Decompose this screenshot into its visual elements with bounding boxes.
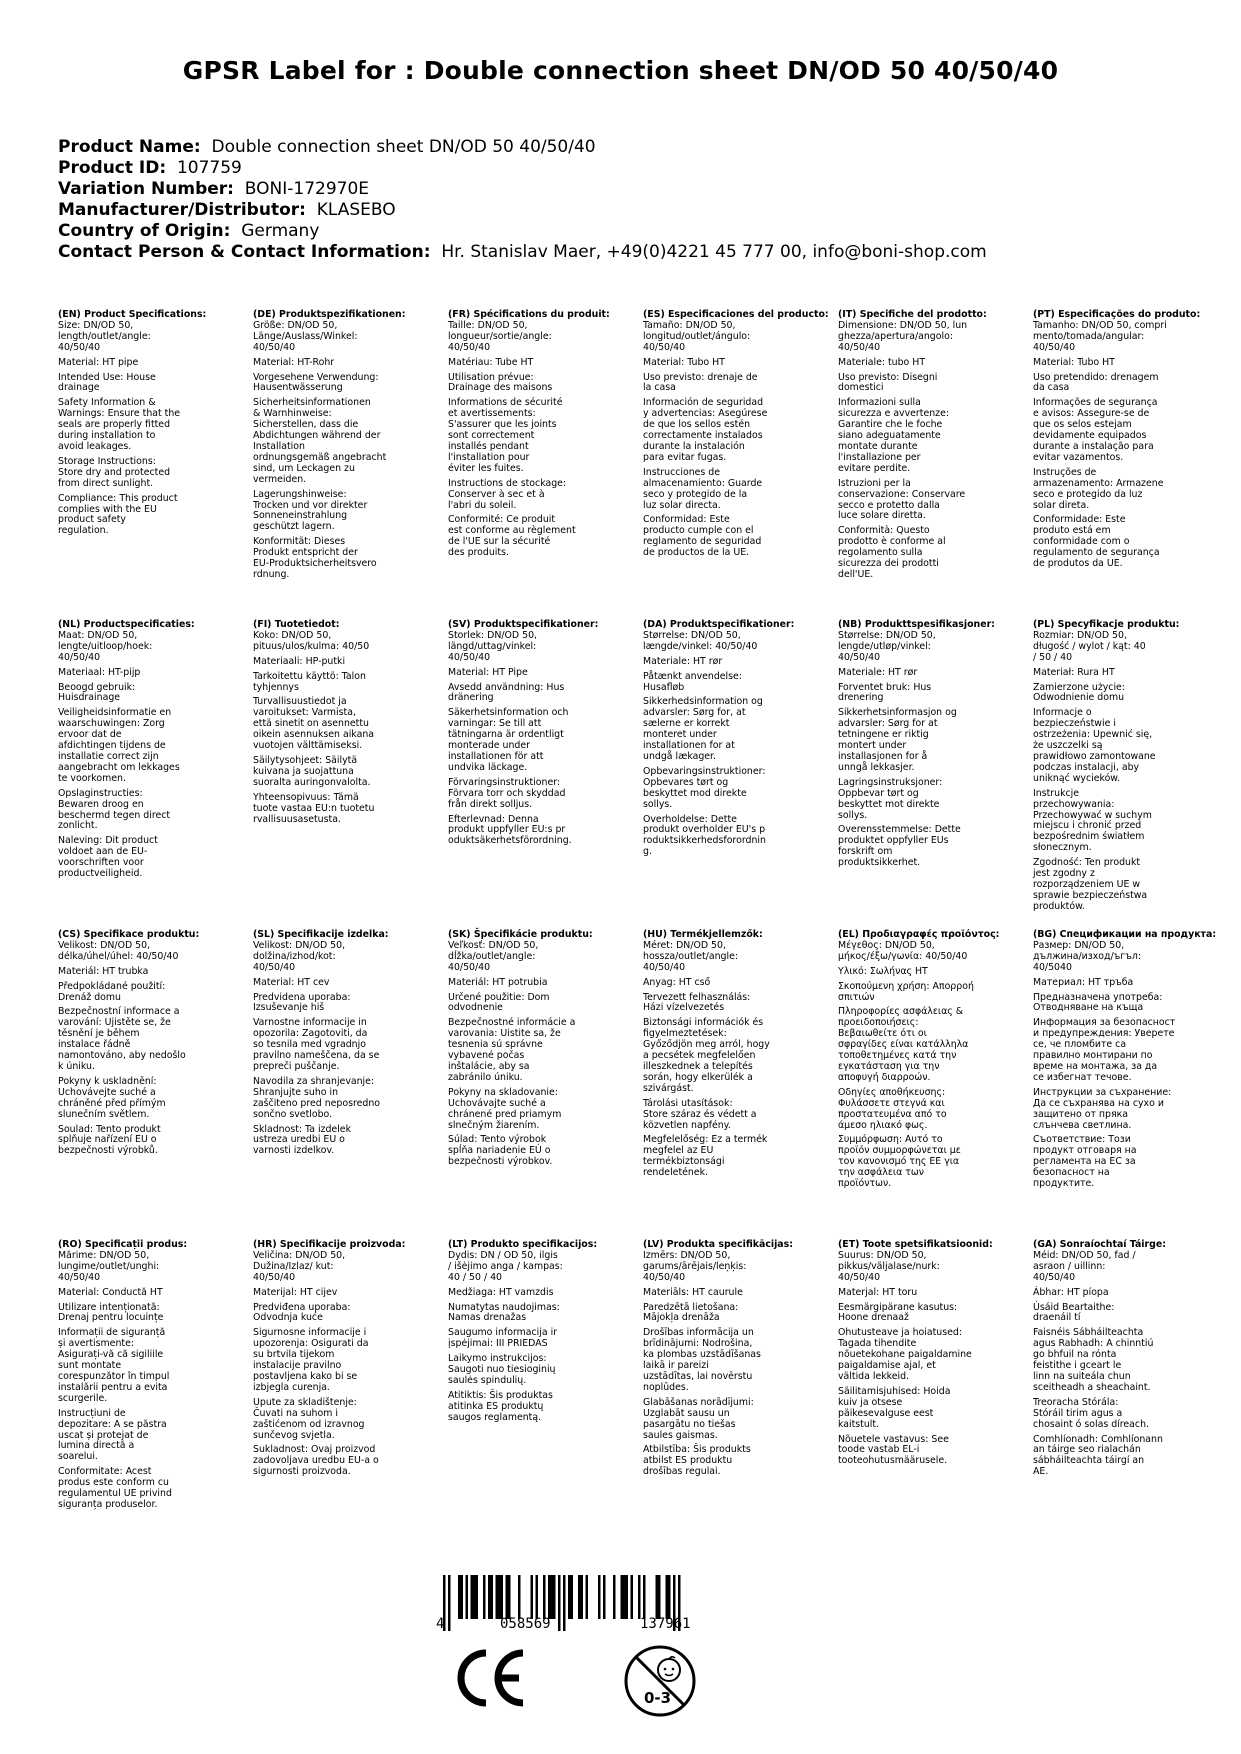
spec-safety: Veiligheidsinformatie en waarschuwingen: Zorg ervoor dat de afdichtingen tijdens de installatie correct zijn aangebracht om lekkages te voorkomen.	[58, 707, 180, 784]
barcode-bar	[668, 1575, 671, 1619]
spec-intended-use: Predviđena uporaba: Odvodnja kuće	[253, 1301, 351, 1324]
variation-number-label: Variation Number:	[58, 179, 234, 199]
spec-compliance: Efterlevnad: Denna produkt uppfyller EU:s pr oduktsäkerhetsförordning.	[448, 813, 572, 847]
spec-heading: (SK) Špecifikácie produktu:	[448, 929, 593, 940]
spec-compliance: Skladnost: Ta izdelek ustreza uredbi EU o varnosti izdelkov.	[253, 1123, 352, 1157]
spec-row-4	[58, 1240, 1228, 1515]
spec-intended-use: Forventet bruk: Hus drenering	[838, 681, 932, 704]
barcode-prefix-digit: 4	[436, 1616, 445, 1632]
spec-intended-use: Uso pretendido: drenagem da casa	[1033, 371, 1159, 394]
contact-label: Contact Person & Contact Information:	[58, 242, 431, 262]
barcode-bar	[483, 1575, 486, 1619]
barcode-bar	[603, 1575, 606, 1619]
barcode-bar	[666, 1575, 669, 1619]
spec-storage: Förvaringsinstruktioner: Förvara torr och skyddad från direkt solljus.	[448, 776, 566, 810]
barcode-bar	[476, 1575, 479, 1619]
spec-intended-use: Beoogd gebruik: Huisdrainage	[58, 681, 136, 704]
spec-material: Materijal: HT cijev	[253, 1286, 338, 1298]
barcode-bar	[466, 1575, 469, 1619]
barcode-bar	[623, 1575, 626, 1619]
spec-heading: (RO) Specificații produs:	[58, 1239, 188, 1250]
spec-intended-use: Tarkoitettu käyttö: Talon tyhjennys	[253, 670, 366, 693]
spec-material: Materiál: HT trubka	[58, 965, 149, 977]
spec-compliance: Súlad: Tento výrobok spĺňa nariadenie EÚ o bezpečnosti výrobkov.	[448, 1134, 553, 1168]
barcode-bar	[563, 1575, 566, 1631]
spec-block-nb	[838, 620, 1033, 917]
product-id-row	[58, 158, 987, 179]
spec-material: Materiale: HT rør	[838, 666, 918, 678]
barcode-bar	[598, 1575, 601, 1619]
spec-storage: Storage Instructions: Store dry and protected from direct sunlight.	[58, 455, 171, 489]
barcode-bar	[448, 1575, 451, 1631]
spec-size: Veličina: DN/OD 50, Dužina/Izlaz/ kut: 40/50/40	[253, 1249, 346, 1283]
product-info	[58, 137, 987, 263]
barcode-bar	[568, 1575, 571, 1619]
spec-intended-use: Avsedd användning: Hus dränering	[448, 681, 565, 704]
spec-size: Velikost: DN/OD 50, dolžina/izhod/kot: 40/50/40	[253, 939, 346, 973]
spec-material: Υλικό: Σωλήνας HT	[838, 965, 928, 977]
spec-compliance: Conformidade: Este produto está em conformidade com o regulamento de segurança de produtos da UE.	[1033, 514, 1160, 570]
spec-size: Size: DN/OD 50, length/outlet/angle: 40/50/40	[58, 319, 151, 353]
spec-heading: (IT) Specifiche del prodotto:	[838, 309, 987, 320]
barcode-bar	[536, 1575, 539, 1619]
spec-material: Material: HT pipe	[58, 356, 139, 368]
barcode-bar	[473, 1575, 476, 1619]
spec-intended-use: Предназначена употреба: Отводняване на къща	[1033, 991, 1163, 1014]
spec-heading: (FR) Spécifications du produit:	[448, 309, 610, 320]
manufacturer-value: KLASEBO	[316, 200, 396, 220]
spec-storage: Instruções de armazenamento: Armazene seco e protegido da luz solar direta.	[1033, 466, 1164, 511]
spec-size: Tamaño: DN/OD 50, longitud/outlet/ángulo: 40/50/40	[643, 319, 751, 353]
spec-material: Materiál: HT potrubia	[448, 976, 548, 988]
spec-block-sk	[448, 930, 643, 1194]
spec-compliance: Nõuetele vastavus: See toode vastab EL-i tooteohutusmäärusele.	[838, 1433, 949, 1467]
spec-heading: (DE) Produktspezifikationen:	[253, 309, 406, 320]
spec-compliance: Overholdelse: Dette produkt overholder EU's p roduktsikkerhedsforordnin g.	[643, 813, 766, 858]
spec-material: Materiāls: HT caurule	[643, 1286, 743, 1298]
spec-size: Velikost: DN/OD 50, délka/úhel/úhel: 40/50/40	[58, 939, 179, 962]
spec-storage: Οδηγίες αποθήκευσης: Φυλάσσετε στεγνά και προστατευμένα από το άμεσο ηλιακό φως.	[838, 1086, 947, 1131]
spec-safety: Informations de sécurité et avertissements: S'assurer que les joints sont correctement installés pendant l'installation pour éviter les fuites.	[448, 397, 563, 474]
spec-block-de	[253, 310, 448, 585]
variation-number-value: BONI-172970E	[244, 179, 370, 199]
spec-storage: Instrucțiuni de depozitare: A se păstra uscat și protejat de lumina directă a soarelui.	[58, 1407, 167, 1463]
spec-material: Ábhar: HT píopa	[1033, 1286, 1109, 1298]
spec-compliance: Conformidad: Este producto cumple con el reglamento de seguridad de productos de la UE.	[643, 514, 762, 559]
spec-storage: Navodila za shranjevanje: Shranjujte suho in zaščiteno pred neposredno sončno svetlobo.	[253, 1075, 381, 1120]
spec-safety: Saugumo informacija ir įspėjimai: III PRIEDAS	[448, 1327, 558, 1350]
spec-size: Taille: DN/OD 50, longueur/sortie/angle: 40/50/40	[448, 319, 552, 353]
spec-storage: Säilitamisjuhised: Hoida kuiv ja otsese päikesevalguse eest kaitstult.	[838, 1385, 951, 1430]
spec-compliance: Yhteensopivuus: Tämä tuote vastaa EU:n tuotetu rvallisuusasetusta.	[253, 791, 375, 825]
barcode-bar	[613, 1575, 616, 1619]
spec-block-fi	[253, 620, 448, 917]
spec-compliance: Overensstemmelse: Dette produktet oppfyller EUs forskrift om produktsikkerhet.	[838, 824, 961, 869]
spec-material: Materiale: tubo HT	[838, 356, 926, 368]
spec-intended-use: Předpokládané použití: Drenáž domu	[58, 980, 166, 1003]
spec-heading: (NB) Produkttspesifikasjoner:	[838, 619, 995, 630]
spec-intended-use: Eesmärgipärane kasutus: Hoone drenaaž	[838, 1301, 958, 1324]
spec-storage: Opbevaringsinstruktioner: Opbevares tørt og beskyttet mod direkte sollys.	[643, 765, 766, 810]
not-for-under-3-icon	[622, 1643, 698, 1719]
barcode-bar	[586, 1575, 589, 1619]
barcode-bar	[656, 1575, 659, 1619]
spec-row-2	[58, 620, 1228, 917]
spec-block-da	[643, 620, 838, 917]
spec-safety: Ohutusteave ja hoiatused: Tagada tihendite nõuetekohane paigaldamine paigaldamise ajal, et vältida lekkeid.	[838, 1327, 972, 1382]
spec-heading: (CS) Specifikace produktu:	[58, 929, 200, 940]
spec-compliance: Sukladnost: Ovaj proizvod zadovoljava uredbu EU-a o sigurnosti proizvoda.	[253, 1444, 379, 1478]
spec-block-lt	[448, 1240, 643, 1515]
spec-block-sl	[253, 930, 448, 1194]
spec-compliance: Conformité: Ce produit est conforme au règlement de l'UE sur la sécurité des produits.	[448, 514, 576, 559]
spec-storage: Pokyny na skladovanie: Uchovávajte suché a chránené pred priamym slnečným žiarením.	[448, 1086, 562, 1131]
spec-compliance: Zgodność: Ten produkt jest zgodny z rozporządzeniem UE w sprawie bezpieczeństwa produktów.	[1033, 857, 1148, 912]
spec-compliance: Atbilstība: Šis produkts atbilst ES produktu drošības regulai.	[643, 1444, 751, 1478]
spec-intended-use: Predvidena uporaba: Izsuševanje hiš	[253, 991, 351, 1014]
spec-block-pl	[1033, 620, 1228, 917]
spec-safety: Turvallisuustiedot ja varoitukset: Varmista, että sinetit on asennettu oikein asennuksen aikana vuotojen välttämiseksi.	[253, 696, 374, 752]
spec-storage: Pokyny k uskladnění: Uchovávejte suché a chráněné před přímým slunečním světlem.	[58, 1075, 166, 1120]
spec-size: Dimensione: DN/OD 50, lun ghezza/apertura/angolo: 40/50/40	[838, 319, 968, 353]
barcode-bar	[531, 1575, 534, 1619]
spec-size: Größe: DN/OD 50, Länge/Auslass/Winkel: 40/50/40	[253, 319, 358, 353]
spec-heading: (BG) Спецификации на продукта:	[1033, 929, 1217, 940]
manufacturer-label: Manufacturer/Distributor:	[58, 200, 306, 220]
spec-block-el	[838, 930, 1033, 1194]
spec-safety: Sikkerhetsinformasjon og advarsler: Sørg for at tetningene er riktig montert under installasjonen for å unngå lekkasjer.	[838, 707, 957, 773]
spec-compliance: Naleving: Dit product voldoet aan de EU- voorschriften voor productveiligheid.	[58, 835, 158, 880]
spec-material: Material: HT-Rohr	[253, 356, 335, 368]
spec-compliance: Konformität: Dieses Produkt entspricht der EU-Produktsicherheitsvero rdnung.	[253, 536, 377, 580]
spec-storage: Glabāšanas norādījumi: Uzglabāt sausu un pasargātu no tiešas saules gaismas.	[643, 1396, 754, 1441]
spec-safety: Información de seguridad y advertencias: Asegúrese de que los sellos estén correctamente instalados durante la instalación para evitar fugas.	[643, 397, 768, 463]
spec-compliance: Megfelelőség: Ez a termék megfelel az EU termékbiztonsági rendeletének.	[643, 1134, 768, 1179]
barcode-bar	[643, 1575, 646, 1619]
spec-heading: (EL) Προδιαγραφές προϊόντος:	[838, 929, 1000, 940]
spec-size: Izmērs: DN/OD 50, garums/ārējais/leņķis: 40/50/40	[643, 1249, 747, 1283]
page-title: GPSR Label for : Double connection sheet DN/OD 50 40/50/40	[182, 56, 1059, 85]
spec-block-nl	[58, 620, 253, 917]
spec-safety: Drošības informācija un brīdinājumi: Nodrošina, ka plombas uzstādīšanas laikā ir pareizi uzstādītas, lai novērstu noplūdes.	[643, 1327, 761, 1393]
spec-safety: Sikkerhedsinformation og advarsler: Sørg for, at sælerne er korrekt monteret under installationen for at undgå lækager.	[643, 696, 763, 762]
spec-heading: (LV) Produkta specifikācijas:	[643, 1239, 793, 1250]
spec-block-en	[58, 310, 253, 585]
spec-material: Anyag: HT cső	[643, 976, 711, 988]
spec-intended-use: Intended Use: House drainage	[58, 371, 156, 394]
spec-intended-use: Paredzētā lietošana: Mājokļa drenāža	[643, 1301, 739, 1324]
barcode-right-digits: 137961	[640, 1616, 691, 1632]
spec-size: Koko: DN/OD 50, pituus/ulos/kulma: 40/50	[253, 629, 370, 652]
spec-block-fr	[448, 310, 643, 585]
spec-material: Matériau: Tube HT	[448, 356, 534, 368]
spec-material: Material: Tubo HT	[643, 356, 725, 368]
barcode-bar	[631, 1575, 634, 1619]
spec-block-et	[838, 1240, 1033, 1515]
barcode-bar	[498, 1575, 501, 1619]
spec-compliance: Съответствие: Този продукт отговаря на регламента на ЕС за безопасност на продуктите.	[1033, 1134, 1137, 1190]
contact-value: Hr. Stanislav Maer, +49(0)4221 45 777 00, info@boni-shop.com	[441, 242, 987, 262]
spec-compliance: Conformità: Questo prodotto è conforme al regolamento sulla sicurezza dei prodotti dell'UE.	[838, 525, 946, 580]
spec-intended-use: Påtænkt anvendelse: Husafløb	[643, 670, 742, 693]
spec-block-bg	[1033, 930, 1228, 1194]
spec-intended-use: Σκοπούμενη χρήση: Απορροή σπιτιών	[838, 980, 974, 1003]
spec-size: Størrelse: DN/OD 50, lengde/utløp/vinkel: 40/50/40	[838, 629, 936, 663]
barcode-bar	[488, 1575, 491, 1619]
spec-size: Suurus: DN/OD 50, pikkus/väljalase/nurk: 40/50/40	[838, 1249, 940, 1283]
barcode-bar	[578, 1575, 581, 1619]
spec-compliance: Compliance: This product complies with the EU product safety regulation.	[58, 492, 178, 537]
barcode-bar	[501, 1575, 504, 1619]
spec-heading: (ES) Especificaciones del producto:	[643, 309, 829, 320]
spec-storage: Treoracha Stórála: Stóráil tirim agus a chosaint ó solas díreach.	[1033, 1396, 1150, 1430]
barcode-bar	[496, 1575, 499, 1619]
spec-row-1	[58, 310, 1228, 585]
spec-size: Dydis: DN / OD 50, ilgis / išėjimo anga / kampas: 40 / 50 / 40	[448, 1249, 563, 1283]
spec-material: Materiale: HT rør	[643, 655, 723, 667]
spec-material: Medžiaga: HT vamzdis	[448, 1286, 554, 1298]
country-of-origin-label: Country of Origin:	[58, 221, 231, 241]
spec-compliance: Soulad: Tento produkt splňuje nařízení EU o bezpečnosti výrobků.	[58, 1123, 161, 1157]
spec-material: Material: HT Pipe	[448, 666, 528, 678]
country-of-origin-value: Germany	[241, 221, 320, 241]
spec-safety: Informazioni sulla sicurezza e avvertenze: Garantire che le foche siano adeguatamente montate durante l'installazione per evitare perdite.	[838, 397, 950, 474]
spec-heading: (FI) Tuotetiedot:	[253, 619, 340, 630]
spec-heading: (ET) Toote spetsifikatsioonid:	[838, 1239, 993, 1250]
barcode-bar	[543, 1575, 546, 1619]
spec-size: Maat: DN/OD 50, lengte/uitloop/hoek: 40/50/40	[58, 629, 153, 663]
spec-intended-use: Numatytas naudojimas: Namas drenažas	[448, 1301, 560, 1324]
spec-storage: Инструкции за съхранение: Да се съхранява на сухо и защитено от пряка слънчева светлина.	[1033, 1086, 1172, 1131]
spec-material: Material: Conductă HT	[58, 1286, 163, 1298]
spec-block-cs	[58, 930, 253, 1194]
spec-block-hr	[253, 1240, 448, 1515]
spec-compliance: Atitiktis: Šis produktas atitinka ES produktų saugos reglamentą.	[448, 1389, 553, 1423]
spec-heading: (HR) Specifikacije proizvoda:	[253, 1239, 406, 1250]
barcode-bar	[458, 1575, 461, 1619]
spec-safety: Bezpečnostní informace a varování: Ujistěte se, že těsnění je během instalace řádně namontováno, aby nedošlo k úniku.	[58, 1006, 186, 1072]
barcode-bar	[581, 1575, 584, 1619]
spec-block-it	[838, 310, 1033, 585]
spec-heading: (PT) Especificações do produto:	[1033, 309, 1201, 320]
spec-intended-use: Uso previsto: Disegni domestici	[838, 371, 938, 394]
spec-material: Materiał: Rura HT	[1033, 666, 1115, 678]
product-id-label: Product ID:	[58, 158, 167, 178]
spec-material: Materiaali: HP-putki	[253, 655, 346, 667]
spec-storage: Instrukcje przechowywania: Przechowywać w suchym miejscu i chronić przed bezpośrednim światłem słonecznym.	[1033, 787, 1152, 854]
spec-storage: Instrucciones de almacenamiento: Guarde seco y protegido de la luz solar directa.	[643, 466, 763, 511]
spec-block-es	[643, 310, 838, 585]
spec-safety: Bezpečnostné informácie a varovania: Uistite sa, že tesnenia sú správne vybavené počas inštalácie, aby sa zabránilo úniku.	[448, 1017, 576, 1083]
spec-size: Rozmiar: DN/OD 50, długość / wylot / kąt: 40 / 50 / 40	[1033, 629, 1146, 663]
age-warning-text: 0-3	[644, 1689, 672, 1707]
barcode-bar	[626, 1575, 629, 1619]
spec-safety: Säkerhetsinformation och varningar: Se till att tätningarna är ordentligt monterade under installationen för att undvika läckage.	[448, 707, 569, 773]
barcode-bars	[437, 1575, 737, 1631]
spec-safety: Biztonsági információk és figyelmeztetések: Győződjön meg arról, hogy a pecsétek megfelelően illeszkednek a telepítés során, hogy elkerülék a szivárgást.	[643, 1017, 770, 1094]
spec-heading: (SL) Specifikacije izdelka:	[253, 929, 389, 940]
spec-storage: Laikymo instrukcijos: Saugoti nuo tiesioginių saulės spindulių.	[448, 1353, 556, 1386]
barcode-bar	[658, 1575, 661, 1619]
spec-compliance: Συμμόρφωση: Αυτό το προϊόν συμμορφώνεται με τον κανονισμό της ΕΕ για την ασφάλεια των προϊόντων.	[838, 1134, 961, 1190]
spec-storage: Istruzioni per la conservazione: Conservare secco e protetto dalla luce solare diretta.	[838, 477, 966, 522]
barcode-bar	[461, 1575, 464, 1619]
spec-block-sv	[448, 620, 643, 917]
spec-block-ro	[58, 1240, 253, 1515]
barcode-bar	[506, 1575, 509, 1619]
spec-storage: Säilytysohjeet: Säilytä kuivana ja suojattuna suoralta auringonvalolta.	[253, 754, 371, 788]
spec-size: Tamanho: DN/OD 50, compri mento/tomada/angular: 40/50/40	[1033, 319, 1167, 353]
spec-compliance: Conformitate: Acest produs este conform cu regulamentul UE privind siguranța produselor.	[58, 1466, 172, 1510]
spec-safety: Informacje o bezpieczeństwie i ostrzeżenia: Upewnić się, że uszczelki są prawidłowo zamontowane podczas instalacji, aby uniknąć wycieków.	[1033, 707, 1156, 784]
spec-storage: Instructions de stockage: Conserver à sec et à l'abri du soleil.	[448, 477, 567, 511]
spec-size: Veľkosť: DN/OD 50, dĺžka/outlet/angle: 40/50/40	[448, 939, 539, 973]
spec-intended-use: Tervezett felhasználás: Házi vízelvezetés	[643, 991, 751, 1014]
spec-intended-use: Úsáid Beartaithe: draenáil tí	[1033, 1301, 1115, 1324]
spec-intended-use: Vorgesehene Verwendung: Hausentwässerung	[253, 371, 379, 394]
product-id-value: 107759	[176, 158, 242, 178]
spec-heading: (PL) Specyfikacje produktu:	[1033, 619, 1180, 630]
barcode-left-digits: 058569	[500, 1616, 551, 1632]
barcode-bar	[621, 1575, 624, 1619]
manufacturer-row	[58, 200, 987, 221]
spec-material: Materjal: HT toru	[838, 1286, 918, 1298]
spec-intended-use: Uso previsto: drenaje de la casa	[643, 371, 758, 394]
spec-safety: Информация за безопасност и предупреждения: Уверете се, че пломбите са правилно монтирани по време на монтажа, за да се избегнат течове.	[1033, 1017, 1176, 1083]
spec-block-hu	[643, 930, 838, 1194]
product-name-value: Double connection sheet DN/OD 50 40/50/40	[211, 137, 596, 157]
ean-barcode	[437, 1575, 737, 1631]
spec-intended-use: Utilisation prévue: Drainage des maisons	[448, 371, 553, 394]
barcode-bar	[491, 1575, 494, 1619]
spec-safety: Informações de segurança e avisos: Assegure-se de que os selos estejam devidamente equipados durante a instalação para evitar vazamentos.	[1033, 397, 1158, 463]
spec-intended-use: Určené použitie: Dom odvodnenie	[448, 991, 550, 1014]
spec-intended-use: Utilizare intenționată: Drenaj pentru locuințe	[58, 1301, 164, 1324]
spec-safety: Sicherheitsinformationen & Warnhinweise: Sicherstellen, dass die Abdichtungen während der Installation ordnungsgemäß angebracht sind, um Leckagen zu vermeiden.	[253, 397, 387, 485]
barcode-bar	[553, 1575, 556, 1619]
spec-heading: (LT) Produkto specifikacijos:	[448, 1239, 598, 1250]
contact-row	[58, 242, 987, 263]
barcode-bar	[638, 1575, 641, 1619]
product-name-row	[58, 137, 987, 158]
product-name-label: Product Name:	[58, 137, 201, 157]
spec-material: Material: HT cev	[253, 976, 330, 988]
spec-safety: Faisnéis Sábháilteachta agus Rabhadh: A chinntiú go bhfuil na rónta feistithe i gceart le linn na suiteála chun sceitheadh a sheachaint.	[1033, 1327, 1154, 1393]
spec-heading: (SV) Produktspecifikationer:	[448, 619, 599, 630]
spec-storage: Lagerungshinweise: Trocken und vor direkter Sonneneinstrahlung geschützt lagern.	[253, 488, 368, 533]
spec-heading: (GA) Sonraíochtaí Táirge:	[1033, 1239, 1166, 1250]
country-of-origin-row	[58, 221, 987, 242]
spec-material: Material: Tubo HT	[1033, 356, 1115, 368]
spec-size: Størrelse: DN/OD 50, længde/vinkel: 40/50/40	[643, 629, 758, 652]
spec-storage: Lagringsinstruksjoner: Oppbevar tørt og beskyttet mot direkte sollys.	[838, 776, 943, 821]
barcode-bar	[508, 1575, 511, 1619]
spec-storage: Upute za skladištenje: Čuvati na suhom i zaštićenom od izravnog sunčevog svjetla.	[253, 1396, 365, 1441]
spec-material: Материал: HT тръба	[1033, 976, 1134, 988]
spec-heading: (EN) Product Specifications:	[58, 309, 207, 320]
spec-block-pt	[1033, 310, 1228, 585]
spec-safety: Varnostne informacije in opozorila: Zagotoviti, da so tesnila med vgradnjo pravilno nameščena, da se prepreči puščanje.	[253, 1017, 380, 1072]
spec-size: Storlek: DN/OD 50, längd/uttag/vinkel: 40/50/40	[448, 629, 538, 663]
spec-compliance: Comhlíonadh: Comhlíonann an táirge seo rialachán sábháilteachta táirgí an AE.	[1033, 1433, 1163, 1478]
variation-number-row	[58, 179, 987, 200]
spec-row-3	[58, 930, 1228, 1194]
spec-safety: Sigurnosne informacije i upozorenja: Osigurati da su brtvila tijekom instalacije pravilno postavljena kako bi se izbjegla curenja.	[253, 1327, 369, 1393]
ce-mark-icon	[451, 1647, 531, 1709]
spec-heading: (NL) Productspecificaties:	[58, 619, 195, 630]
spec-storage: Opslaginstructies: Bewaren droog en beschermd tegen direct zonlicht.	[58, 787, 171, 832]
barcode-bar	[518, 1575, 521, 1619]
spec-heading: (DA) Produktspecifikationer:	[643, 619, 795, 630]
barcode-bar	[548, 1575, 551, 1619]
spec-size: Méret: DN/OD 50, hossza/outlet/angle: 40/50/40	[643, 939, 738, 973]
spec-safety: Safety Information & Warnings: Ensure that the seals are properly fitted during installation to avoid leakages.	[58, 397, 181, 452]
barcode-bar	[571, 1575, 574, 1619]
spec-size: Μέγεθος: DN/OD 50, μήκος/έξω/γωνία: 40/50/40	[838, 939, 968, 962]
spec-size: Méid: DN/OD 50, fad / asraon / uillinn: 40/50/40	[1033, 1249, 1136, 1283]
spec-block-ga	[1033, 1240, 1228, 1515]
spec-material: Materiaal: HT-pijp	[58, 666, 141, 678]
spec-size: Размер: DN/OD 50, дължина/изход/ъгъл: 40/5040	[1033, 939, 1141, 973]
barcode-bar	[471, 1575, 474, 1619]
spec-heading: (HU) Termékjellemzők:	[643, 929, 763, 940]
spec-storage: Tárolási utasítások: Store száraz és védett a közvetlen napfény.	[643, 1097, 757, 1131]
spec-safety: Πληροφορίες ασφάλειας & προειδοποιήσεις: Βεβαιωθείτε ότι οι σφραγίδες είναι κατάλληλα τοποθετημένες κατά την εγκατάσταση για την αποφυγή διαρροών.	[838, 1006, 969, 1083]
barcode-bar	[551, 1575, 554, 1619]
spec-intended-use: Zamierzone użycie: Odwodnienie domu	[1033, 681, 1125, 704]
spec-block-lv	[643, 1240, 838, 1515]
spec-safety: Informații de siguranță și avertismente: Asigurați-vă că sigiliile sunt montate corespunzător în timpul instalării pentru a evita scurgerile.	[58, 1327, 170, 1404]
spec-size: Mărime: DN/OD 50, lungime/outlet/unghi: 40/50/40	[58, 1249, 160, 1283]
barcode-bar	[558, 1575, 561, 1631]
